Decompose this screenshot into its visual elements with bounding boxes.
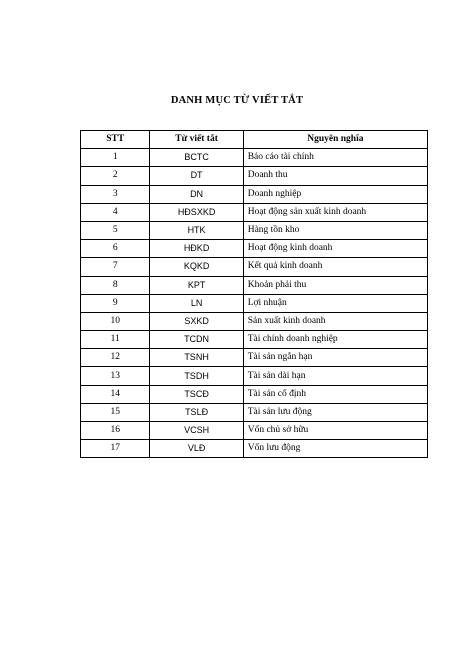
- row-stt: 13: [81, 367, 150, 385]
- row-abbreviation: LN: [150, 294, 243, 312]
- row-abbreviation: TSDH: [150, 367, 243, 385]
- header-stt: STT: [81, 131, 150, 149]
- row-abbreviation: HĐSXKD: [150, 203, 243, 221]
- row-meaning: Hàng tồn kho: [243, 221, 427, 239]
- table-row: [81, 403, 428, 421]
- table-row: [81, 294, 428, 312]
- row-meaning: Báo cáo tài chính: [243, 149, 427, 167]
- row-meaning: Sản xuất kinh doanh: [243, 312, 427, 330]
- table-header-row: [81, 131, 428, 149]
- table-row: [81, 167, 428, 185]
- table-row: [81, 185, 428, 203]
- row-abbreviation: TSCĐ: [150, 385, 243, 403]
- row-stt: 10: [81, 312, 150, 330]
- row-abbreviation: BCTC: [150, 149, 243, 167]
- row-meaning: Vốn chủ sở hữu: [243, 422, 427, 440]
- table-row: [81, 221, 428, 239]
- table-row: [81, 149, 428, 167]
- row-stt: 14: [81, 385, 150, 403]
- row-stt: 7: [81, 258, 150, 276]
- row-meaning: Hoạt động kinh doanh: [243, 240, 427, 258]
- table-row: [81, 367, 428, 385]
- row-stt: 17: [81, 440, 150, 458]
- row-meaning: Tài chính doanh nghiệp: [243, 331, 427, 349]
- table-row: [81, 312, 428, 330]
- table-row: [81, 240, 428, 258]
- row-meaning: Tài sản ngắn hạn: [243, 349, 427, 367]
- table-body: [81, 149, 428, 458]
- row-stt: 16: [81, 422, 150, 440]
- row-stt: 5: [81, 221, 150, 239]
- row-meaning: Kết quả kinh doanh: [243, 258, 427, 276]
- table-row: [81, 276, 428, 294]
- row-stt: 11: [81, 331, 150, 349]
- table-row: [81, 258, 428, 276]
- row-meaning: Tài sản cố định: [243, 385, 427, 403]
- row-stt: 1: [81, 149, 150, 167]
- row-meaning: Vốn lưu động: [243, 440, 427, 458]
- row-meaning: Tài sản lưu động: [243, 403, 427, 421]
- row-meaning: Doanh thu: [243, 167, 427, 185]
- row-meaning: Lợi nhuận: [243, 294, 427, 312]
- header-abbreviation: Từ viết tắt: [150, 131, 243, 149]
- row-stt: 4: [81, 203, 150, 221]
- row-abbreviation: KPT: [150, 276, 243, 294]
- row-abbreviation: TSLĐ: [150, 403, 243, 421]
- row-stt: 15: [81, 403, 150, 421]
- table-row: [81, 349, 428, 367]
- row-abbreviation: DT: [150, 167, 243, 185]
- row-stt: 6: [81, 240, 150, 258]
- row-abbreviation: DN: [150, 185, 243, 203]
- table-row: [81, 385, 428, 403]
- table-row: [81, 331, 428, 349]
- table-row: [81, 422, 428, 440]
- row-stt: 12: [81, 349, 150, 367]
- row-meaning: Doanh nghiệp: [243, 185, 427, 203]
- row-abbreviation: SXKD: [150, 312, 243, 330]
- row-abbreviation: HĐKD: [150, 240, 243, 258]
- row-abbreviation: VLĐ: [150, 440, 243, 458]
- row-stt: 8: [81, 276, 150, 294]
- header-meaning: Nguyên nghĩa: [243, 131, 427, 149]
- row-meaning: Hoạt động sản xuất kinh doanh: [243, 203, 427, 221]
- table-row: [81, 440, 428, 458]
- row-stt: 2: [81, 167, 150, 185]
- row-abbreviation: TCDN: [150, 331, 243, 349]
- row-abbreviation: HTK: [150, 221, 243, 239]
- row-meaning: Khoản phải thu: [243, 276, 427, 294]
- page-title: DANH MỤC TỪ VIẾT TẮT: [170, 95, 304, 106]
- abbreviation-table: [80, 130, 428, 458]
- table-row: [81, 203, 428, 221]
- row-meaning: Tài sản dài hạn: [243, 367, 427, 385]
- row-stt: 9: [81, 294, 150, 312]
- row-abbreviation: TSNH: [150, 349, 243, 367]
- row-abbreviation: KQKD: [150, 258, 243, 276]
- row-abbreviation: VCSH: [150, 422, 243, 440]
- row-stt: 3: [81, 185, 150, 203]
